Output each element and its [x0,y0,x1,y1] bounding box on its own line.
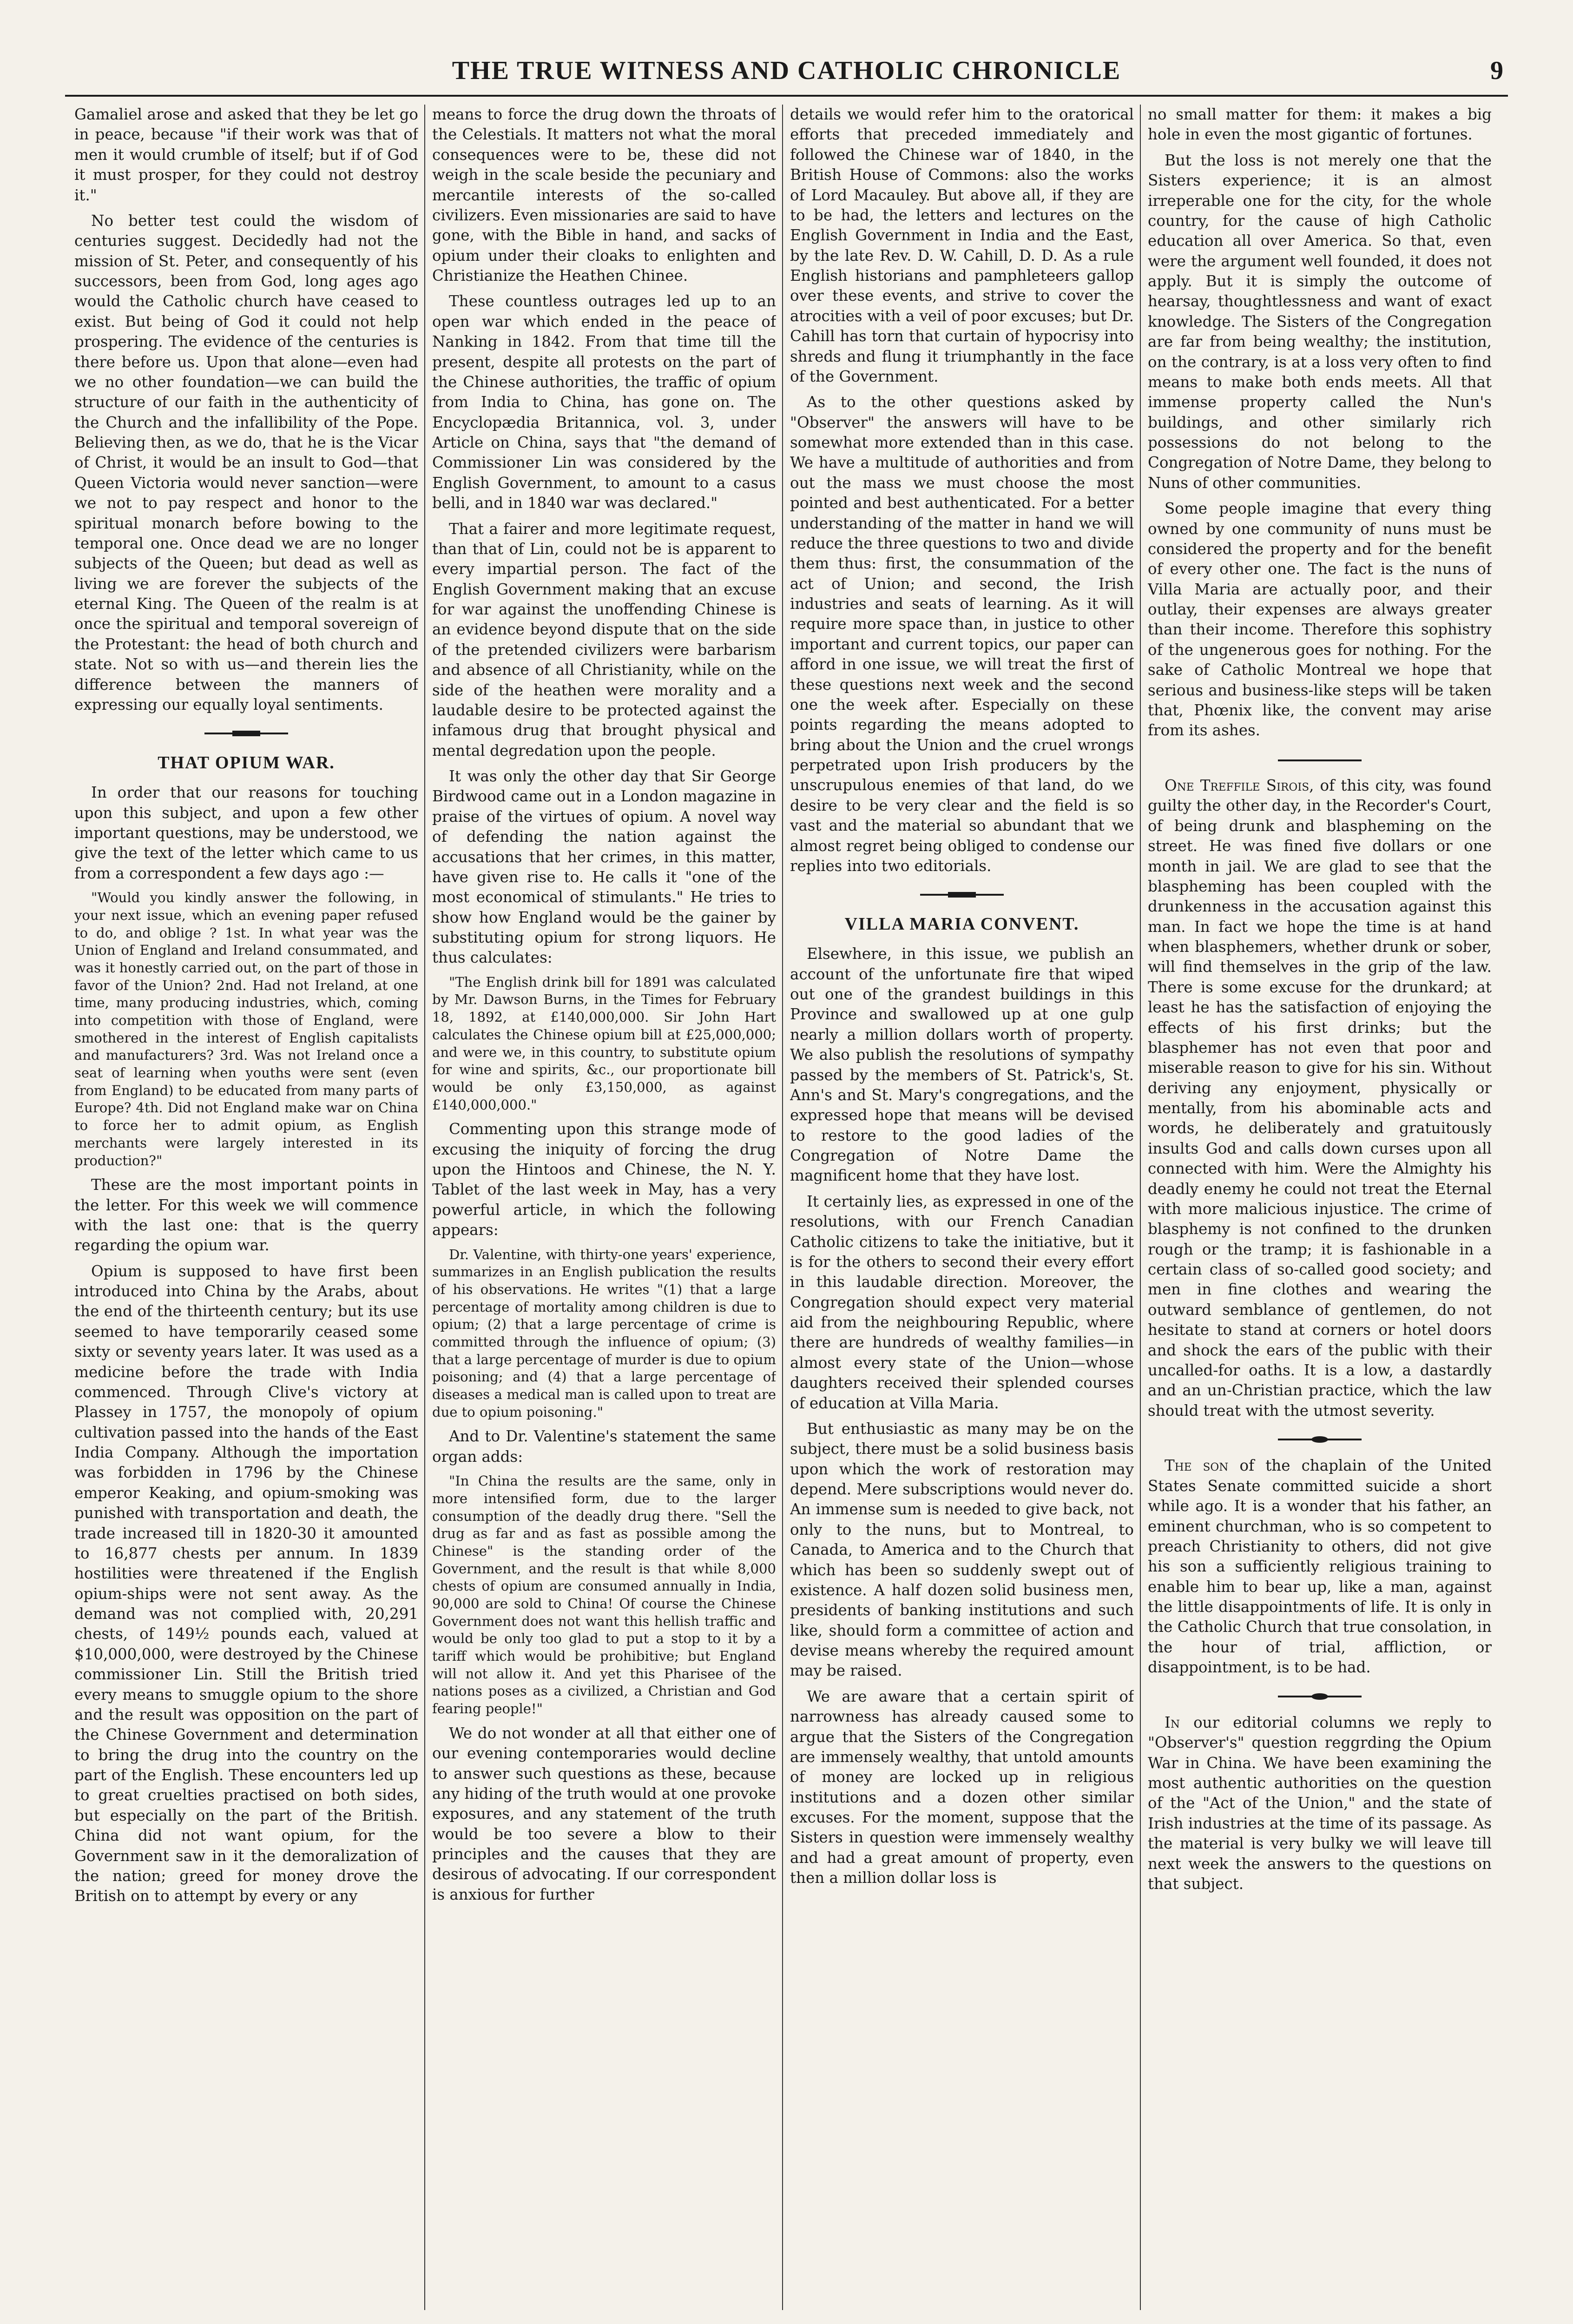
paragraph: Opium is supposed to have first been introduced into China by the Arabs, about the end of the thirteenth century; but its use seemed to have temporarily ceased some sixty or seventy years later. It was used as a medicine before the trade with India commenced. Through Clive's victory at Plassey in 1757, the monopoly of opium cultivation passed into the hands of the East India Company. Although the importation was forbidden in 1796 by the Chinese emperor Keaking, and opium-smoking was punished with transportation and death, the trade increased till in 1820-30 it amounted to 16,877 chests per annum. In 1839 hostilities were threatened if the English opium-ships were not sent away. As the demand was not complied with, 20,291 chests, of 149½ pounds each, valued at $10,000,000, were destroyed by the Chinese commissioner Lin. Still the British tried every means to smuggle opium to the shore and the result was opposition on the part of the Chinese Government and determination to bring the drug into the country on the part of the English. These encounters led up to great cruelties practised on both sides, but especially on the part of the British. China did not want opium, for the Government saw in it the demoralization of the nation; greed for money drove the British on to attempt by every or any [74,1262,418,1905]
column-2 [432,105,776,2310]
paragraph: In order that our reasons for touching upon this subject, and upon a few other important questions, may be understood, we give the text of the letter which came to us from a correspondent a few days ago :— [74,784,418,882]
paragraph: Commenting upon this strange mode of excusing the iniquity of forcing the drug upon the Hintoos and Chinese, the N. Y. Tablet of the last week in May, has a very powerful article, in which the following appears: [432,1120,776,1239]
ornament-divider [1148,748,1492,768]
paragraph-lead: One Treffile Sirois, [1165,777,1314,794]
column-4 [1148,105,1492,2310]
section-heading-opium-war: THAT OPIUM WAR. [158,753,335,772]
paragraph: But the loss is not merely one that the Sisters experience; it is an almost irreperable one for the city, for the whole country, for the cause of high Catholic education all over America. So that, even were the argument well founded, it does not apply. But it is simply the outcome of hearsay, thoughtlessness and want of exact knowledge. The Sisters of the Congregation are far from being wealthy; the institution, on the contrary, is at a loss very often to find means to make both ends meets. All that immense property called the Nun's buildings, and other similarly rich possessions do not belong to the Congregation of Notre Dame, they belong to Nuns of other communities. [1148,151,1492,492]
paragraph-body: of the chaplain of the United States Senate committed suicide a short while ago. It is a wonder that his father, an eminent churchman, who is so competent to preach Christianity to others, did not give his son a sufficiently religious training to enable him to bear up, like a man, against the little disappointments of life. It is only in the Catholic Church that true consolation, in the hour of trial, affliction, or disappointment, is to be had. [1148,1457,1492,1677]
paragraph: Elsewhere, in this issue, we publish an account of the unfortunate fire that wiped out one of the grandest buildings in this Province and swallowed up at one gulp nearly a million dollars worth of property. We also publish the resolutions of sympathy passed by the members of St. Patrick's, St. Ann's and St. Mary's congregations, and the expressed hope that means will be devised to restore to the good ladies of the Congregation of Notre Dame the magnificent home that they have lost. [790,945,1134,1185]
column-3 [790,105,1134,2310]
page-header [65,56,1508,93]
block-quote: "In China the results are the same, only in more intensified form, due to the larger consumption of the deadly drug there. "Sell the drug as far and as fast as possible among the Chinese" is the standing order of the Government, and the result is that while 8,000 chests of opium are consumed annually in India, 90,000 are sold to China! Of course the Chinese Government does not want this hellish traffic and would be only too glad to put a stop to it by a tariff which would be prohibitive; but England will not allow it. And yet this Pharisee of the nations poses as a civilized, a Christian and God fearing people!" [432,1473,776,1717]
page-number: 9 [1490,56,1503,85]
ornament-divider [1148,1685,1492,1705]
paragraph: And to Dr. Valentine's statement the same organ adds: [432,1427,776,1466]
masthead: THE TRUE WITNESS AND CATHOLIC CHRONICLE [452,56,1121,85]
ornament-divider [790,884,1134,904]
paragraph: It certainly lies, as expressed in one of the resolutions, with our French Canadian Catholic citizens to take the initiative, but it is for the others to second their every effort in this laudable direction. Moreover, the Congregation should expect very material aid from the neighbouring Republic, where there are hundreds of wealthy families—in almost every state of the Union—whose daughters received their splended courses of education at Villa Maria. [790,1192,1134,1412]
section-heading-villa-maria: VILLA MARIA CONVENT. [844,914,1079,934]
header-rule [65,95,1508,97]
paragraph [1148,776,1492,1421]
paragraph: These are the most important points in the letter. For this week we will commence with the last one: that is the querry regarding the opium war. [74,1176,418,1254]
column-divider [782,105,783,2310]
paragraph-body: of this city, was found guilty the other day, in the Recorder's Court, of being drunk and blaspheming on the street. He was fined five dollars or one month in jail. We are glad to see that the blaspheming has been coupled with the drunkenness in the accusation against this man. In fact we hope the time is at hand when blasphemers, whether drunk or sober, will find themselves in the grip of the law. There is some excuse for the drunkard; at least he has the satisfaction of enjoying the effects of his first drinks; but the blasphemer has not even that poor and miserable reason to give for his sin. Without deriving any enjoyment, physically or mentally, from his abominable acts and words, he deliberately and gratuitously insults God and calls down curses upon all connected with him. Were the Almighty his deadly enemy he could not treat the Eternal with more malicious injustice. The crime of blasphemy is not confined to the drunken rough or the tramp; it is fashionable in a certain class of so-called good society; and men in fine clothes and wearing the outward semblance of gentlemen, do not hesitate to stand at corners or hotel doors and shock the ears of the public with their uncalled-for oaths. It is a low, a dastardly and an un-Christian practice, which the law should treat with the utmost severity. [1148,777,1492,1419]
paragraph: details we would refer him to the oratorical efforts that preceded immediately and followed the Chinese war of 1840, in the British House of Commons: also the works of Lord Macauley. But above all, if they are to be had, the letters and lectures on the English Government in India and the East, by the late Rev. D. W. Cahill, D. D. As a rule English historians and pamphleteers gallop over these events, and strive to cover the atrocities with a veil of poor excuses; but Dr. Cahill has torn that curtain of hypocrisy into shreds and flung it triumphantly in the face of the Government. [790,106,1134,385]
column-divider [424,105,425,2310]
paragraph: No better test could the wisdom of centuries suggest. Decidedly had not the mission of St. Peter, and consequently of his successors, been from God, long ages ago would the Catholic church have ceased to exist. But being of God it could not help prospering. The evidence of the centuries is there before us. Upon that alone—even had we no other foundation—we can build the structure of our faith in the authenticity of the Church and the infallibility of the Pope. Believing then, as we do, that he is the Vicar of Christ, it would be an insult to God—that Queen Victoria would never sanction—were we not to pay respect and honor to the spiritual monarch before bowing to the temporal one. Once dead we are no longer subjects of the Queen; but dead as well as living we are forever the subjects of the eternal King. The Queen of the realm is at once the spiritual and temporal sovereign of the Protestant: the head of both church and state. Not so with us—and therein lies the difference between the manners of expressing our equally loyal sentiments. [74,211,418,713]
paragraph: Some people imagine that every thing owned by one community of nuns must be considered the property and for the benefit of every other one. The fact is the nuns of Villa Maria are actually poor, and their outlay, their expenses are always greater than their income. Therefore this sophistry of the ungenerous goes for nothing. For the sake of Catholic Montreal we hope that serious and business-like steps will be taken that, Phœnix like, the convent may arise from its ashes. [1148,500,1492,739]
block-quote: Dr. Valentine, with thirty-one years' experience, summarizes in an English publication the results of his observations. He writes "(1) that a large percentage of mortality among children is due to opium; (2) that a large percentage of crime is committed through the influence of opium; (3) that a large percentage of murder is due to opium poisoning; and (4) that a large percentage of diseases a medical man is called upon to treat are due to opium poisoning." [432,1246,776,1420]
block-quote: "The English drink bill for 1891 was calculated by Mr. Dawson Burns, in the Times for February 18, 1892, at £140,000,000. Sir John Hart calculates the Chinese opium bill at £25,000,000; and were we, in this country, to substitute opium for wine and spirits, &c., our proportionate bill would be only £3,150,000, as against £140,000,000." [432,974,776,1113]
letter-quote: "Would you kindly answer the following, in your next issue, which an evening paper refused to do, and oblige ? 1st. In what year was the Union of England and Ireland consummated, and was it honestly carried out, on the part of those in favor of the Union? 2nd. Had not Ireland, at one time, many producing industries, which, coming into competition with those of England, were smothered in the interest of English capitalists and manufacturers? 3rd. Was not Ireland once a seat of learning when youths were sent (even from England) to be educated from many parts of Europe? 4th. Did not England make war on China to force her to admit opium, as English merchants were largely interested in its production?" [74,890,418,1169]
paragraph-lead: The son [1165,1457,1229,1475]
paragraph: But enthusiastic as many may be on the subject, there must be a solid business basis upon which the work of restoration may depend. Mere subscriptions would never do. An immense sum is needed to give back, not only to the nuns, but to Montreal, to Canada, to America and to the Church that which has been so suddenly swept out of existence. A half dozen solid business men, presidents of banking institutions and such like, should form a committee of action and devise means whereby the required amount may be raised. [790,1419,1134,1680]
column-1 [74,105,418,2310]
paragraph: It was only the other day that Sir George Birdwood came out in a London magazine in praise of the virtues of opium. A novel way of defending the nation against the accusations that her crimes, in this matter, have given rise to. He calls it "one of the most economical of stimulants." He tries to show how England would be the gainer by substituting opium for strong liquors. He thus calculates: [432,767,776,967]
paragraph [1148,1713,1492,1894]
paragraph: no small matter for them: it makes a big hole in even the most gigantic of fortunes. [1148,106,1492,144]
paragraph: We are aware that a certain spirit of narrowness has already caused some to argue that the Sisters of the Congregation are immensely wealthy, that untold amounts of money are locked up in religious institutions and a dozen other similar excuses. For the moment, suppose that the Sisters in question were immensely wealthy and had a great amount of property, even then a million dollar loss is [790,1687,1134,1887]
paragraph: That a fairer and more legitimate request, than that of Lin, could not be is apparent to every impartial person. The fact of the English Government making that an excuse for war against the unoffending Chinese is an evidence beyond dispute that on the side of the pretended civilizers were barbarism and absence of all Christianity, while on the side of the heathen were morality and a laudable desire to be protected against the infamous drug that brought physical and mental degredation upon the people. [432,520,776,759]
paragraph-lead: In [1165,1713,1180,1731]
paragraph-body: our editorial columns we reply to "Observer's" question reggrding the Opium War in China. We have been examining the most authentic authorities on the question of the "Act of the Union," and the state of Irish industries at the time of its passage. As the material is very bulky we will leave till next week the answers to the questions on that subject. [1148,1713,1492,1893]
column-divider [1140,105,1141,2310]
paragraph: Gamaliel arose and asked that they be let go in peace, because "if their work was that of men it would crumble of itself; but if of God it must prosper, for they could not destroy it." [74,106,418,204]
paragraph: means to force the drug down the throats of the Celestials. It matters not what the moral consequences were to be, these did not weigh in the scale beside the pecuniary and mercantile interests of the so-called civilizers. Even missionaries are said to have gone, with the Bible in hand, and sacks of opium under their cloaks to enlighten and Christianize the Heathen Chinee. [432,106,776,284]
paragraph: These countless outrages led up to an open war which ended in the peace of Nanking in 1842. From that time till the present, despite all protests on the part of the Chinese authorities, the traffic of opium from India to China, has gone on. The Encyclopædia Britannica, vol. 3, under Article on China, says that "the demand of Commissioner Lin was considered by the English Government, to amount to a casus belli, and in 1840 war was declared." [432,292,776,512]
ornament-divider [1148,1428,1492,1448]
ornament-divider [74,722,418,742]
paragraph: As to the other questions asked by "Observer" the answers will have to be somewhat more extended than in this case. We have a multitude of authorities and from out the mass we must choose the most pointed and best authenticated. For a better understanding of the matter in hand we will reduce the three questions to two and divide them thus: first, the consummation of the act of Union; and second, the Irish industries and seats of learning. As it will require more space than, in justice to other important and current topics, our paper can afford in one issue, we will treat the first of these questions next week and the second one the week after. Especially on these points regarding the means adopted to bring about the Union and the cruel wrongs perpetrated upon Irish producers by the unscrupulous enemies of that land, do we desire to be very clear and the field is so vast and the material so abundant that we almost regret being obliged to condense our replies into two editorials. [790,393,1134,875]
paragraph [1148,1456,1492,1677]
paragraph: We do not wonder at all that either one of our evening contemporaries would decline to answer such questions as these, because any hiding of the truth would at one provoke exposures, and any statement of the truth would be too severe a blow to their principles and the causes that they are desirous of advocating. If our correspondent is anxious for further [432,1724,776,1903]
